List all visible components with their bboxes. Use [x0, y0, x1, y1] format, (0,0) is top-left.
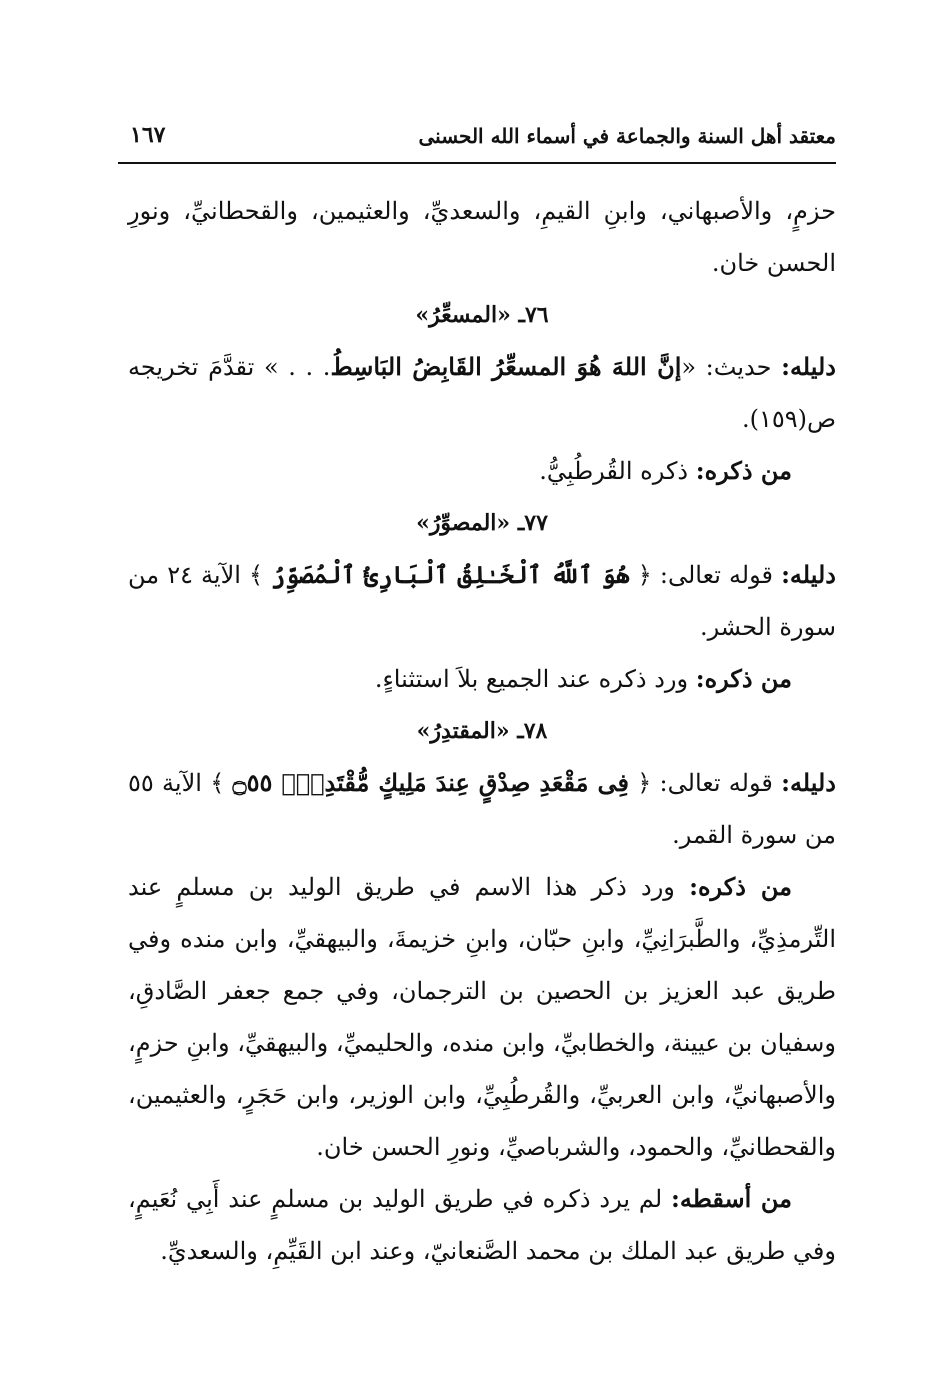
entry-77-heading: ٧٧ـ «المصوِّرُ»: [416, 510, 548, 536]
proof-post: ﴾ الآية ٥٥ من سورة القمر.: [128, 769, 836, 849]
proof-pre: حديث: «: [681, 353, 782, 381]
running-header: [118, 118, 836, 164]
proof-pre: قوله تعالى: ﴿: [628, 769, 782, 797]
entry-77-proof: [128, 549, 836, 653]
page-body: [128, 185, 836, 1277]
entry-78-proof: [128, 757, 836, 861]
header-title: معتقد أهل السنة والجماعة في أسماء الله الحسنى: [418, 124, 836, 148]
entry-78-dropped: [128, 1173, 836, 1277]
mentioned-text: ذكره القُرطُبِيُّ.: [539, 457, 696, 485]
entry-77-mentioned: [128, 653, 836, 705]
mentioned-label: من ذكره:: [695, 456, 792, 485]
proof-label: دليله:: [781, 352, 836, 381]
mentioned-label: من ذكره:: [695, 664, 792, 693]
hadith-quote: إنَّ اللهَ هُوَ المسعِّرُ القَابِضُ البَاسِطُ: [330, 352, 682, 381]
entry-78-heading: ٧٨ـ «المقتدِرُ»: [416, 718, 548, 744]
page-number: ١٦٧: [130, 122, 166, 148]
entry-76-proof: [128, 341, 836, 445]
entry-76-mentioned: [128, 445, 836, 497]
entry-78-mentioned: [128, 861, 836, 1173]
intro-paragraph: [128, 185, 836, 289]
mentioned-label: من ذكره:: [689, 872, 792, 901]
proof-post: . . . » تقدَّمَ تخريجه ص(١٥٩).: [128, 353, 836, 433]
mentioned-text: ورد ذكر هذا الاسم في طريق الوليد بن مسلمٍ عند التِّرمذِيِّ، والطَّبرَانِيِّ، وابنِ حبّان، وابنِ خزيمةَ، والبيهقيِّ، وابن منده وفي طريق عبد العزيز بن الحصين بن الترجمان، وفي جمع جعفر الصَّادقِ، وسفيان بن عيينة، والخطابيِّ، وابن منده، والحليميِّ، والبيهقيِّ، وابنِ حزمٍ، والأصبهانيِّ، وابن العربيِّ، والقُرطُبِيِّ، وابن الوزير، وابن حَجَرٍ، والعثيمين، والقحطانيِّ، والحمود، والشرباصيِّ، ونورِ الحسن خان.: [128, 873, 836, 1161]
proof-label: دليله:: [781, 768, 836, 797]
intro-line-2: الحسن خان.: [711, 249, 836, 277]
proof-pre: قوله تعالى: ﴿: [629, 561, 782, 589]
proof-post: ﴾ الآية ٢٤ من سورة الحشر.: [128, 561, 836, 641]
proof-label: دليله:: [781, 560, 836, 589]
quran-quote: فِى مَقْعَدِ صِدْقٍ عِندَ مَلِيكٍ مُّقْتَدِرٍۭ ۝٥٥: [232, 768, 629, 797]
mentioned-text: ورد ذكره عند الجميع بلاَ استثناءٍ.: [374, 665, 696, 693]
dropped-label: من أسقطه:: [670, 1184, 793, 1213]
quran-quote: هُوَ ٱللَّهُ ٱلْخَـٰلِقُ ٱلْبَارِئُ ٱلْمُصَوِّرُ: [271, 560, 630, 589]
dropped-text: لم يرد ذكره في طريق الوليد بن مسلمٍ عند أَبِي نُعَيمٍ، وفي طريق عبد الملك بن محمد الصَّنعانيّ، وعند ابن القَيِّمِ، والسعديِّ.: [128, 1185, 836, 1265]
intro-line-1: حزمٍ، والأصبهاني، وابنِ القيمِ، والسعديِّ، والعثيمين، والقحطانيِّ، ونورِ: [128, 197, 836, 225]
entry-76-heading: ٧٦ـ «المسعِّرُ»: [415, 302, 549, 328]
